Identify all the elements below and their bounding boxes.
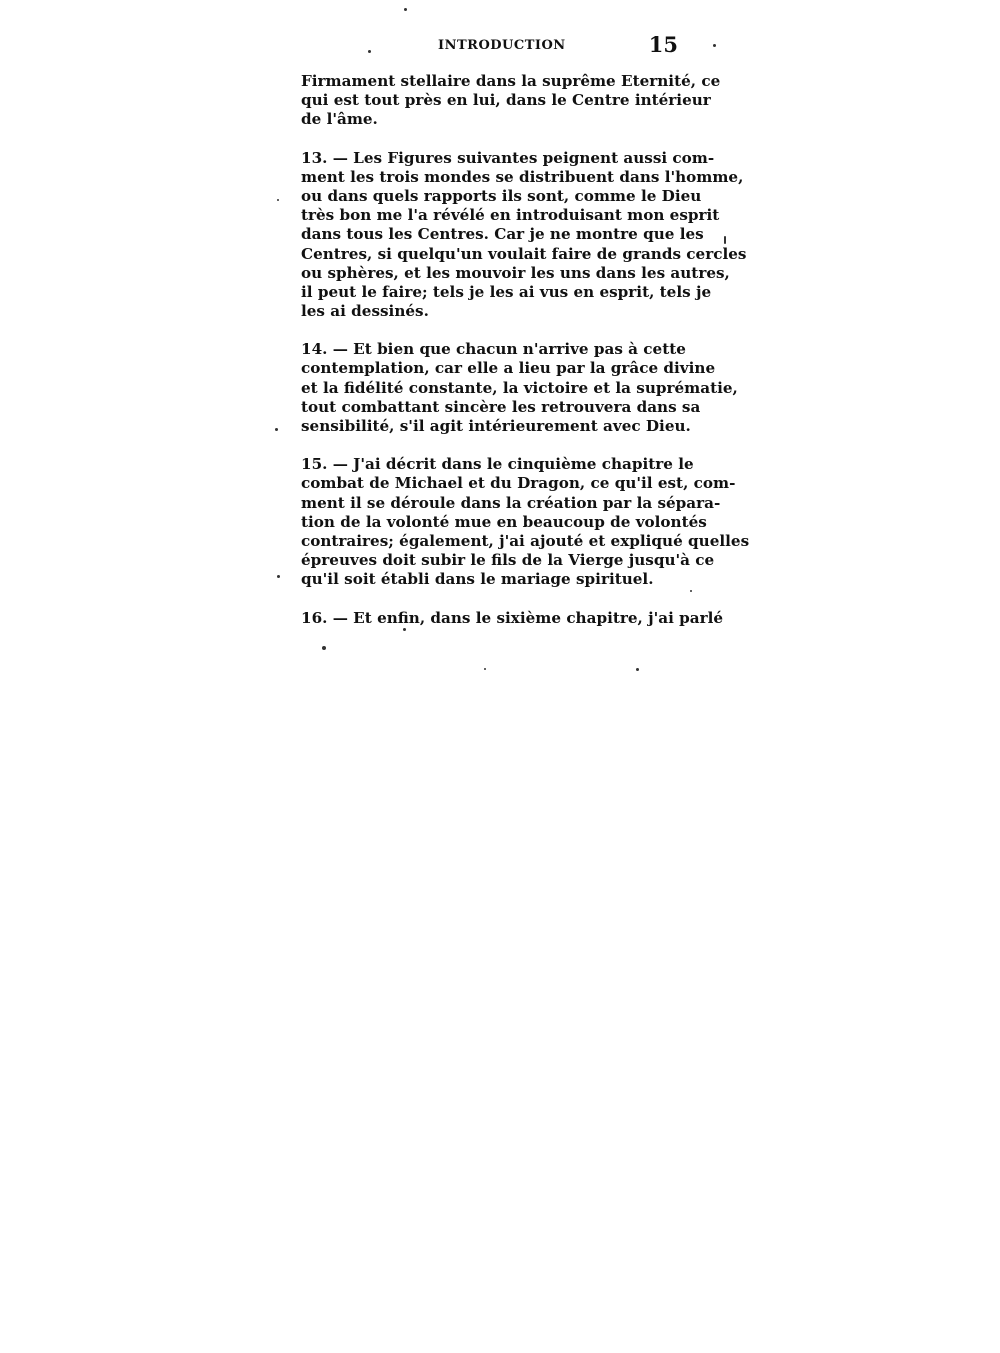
text-line: épreuves doit subir le fils de la Vierge jusqu'à ce: [301, 551, 715, 570]
scan-speck: [277, 575, 280, 578]
paragraph-16: [301, 608, 724, 628]
body-text: [301, 72, 750, 628]
scan-speck: [690, 590, 692, 592]
scan-speck: [275, 428, 278, 431]
scan-speck: [403, 628, 406, 631]
text-line: tout combattant sincère les retrouvera dans sa: [301, 397, 701, 416]
scan-speck: [322, 646, 326, 650]
text-line: dans tous les Centres. Car je ne montre que les: [301, 225, 704, 244]
scan-speck: [713, 44, 716, 47]
scan-speck: [484, 668, 486, 670]
scan-speck: [724, 236, 726, 244]
scan-speck: [277, 199, 279, 201]
text-line: contraires; également, j'ai ajouté et expliqué quelles: [301, 531, 750, 550]
text-line: qu'il soit établi dans le mariage spirituel.: [301, 570, 654, 589]
page-number: 15: [648, 32, 678, 57]
text-line: contemplation, car elle a lieu par la grâce divine: [301, 359, 716, 378]
text-line: Firmament stellaire dans la suprême Eternité, ce: [301, 72, 721, 90]
text-line: qui est tout près en lui, dans le Centre intérieur: [301, 91, 711, 110]
text-line: ou dans quels rapports ils sont, comme le Dieu: [301, 186, 702, 205]
scan-speck: [636, 668, 639, 671]
text-line: il peut le faire; tels je les ai vus en esprit, tels je: [301, 282, 712, 301]
text-line: Centres, si quelqu'un voulait faire de grands cercles: [301, 244, 747, 263]
paragraph-13: [301, 148, 747, 322]
text-line: 16. — Et enfin, dans le sixième chapitre, j'ai parlé: [301, 608, 724, 627]
text-line: 13. — Les Figures suivantes peignent aussi com-: [301, 148, 715, 167]
text-line: combat de Michael et du Dragon, ce qu'il est, com-: [301, 474, 736, 493]
text-line: et la fidélité constante, la victoire et la suprématie,: [301, 378, 738, 397]
text-line: ou sphères, et les mouvoir les uns dans les autres,: [301, 263, 730, 282]
running-title: INTRODUCTION: [438, 38, 566, 53]
scan-speck: [404, 8, 407, 11]
text-line: 15. — J'ai décrit dans le cinquième chapitre le: [301, 455, 694, 474]
text-line: ment il se déroule dans la création par la sépara-: [301, 493, 721, 512]
page-header: [300, 32, 680, 64]
text-line: tion de la volonté mue en beaucoup de volontés: [301, 512, 707, 531]
paragraph-14: [301, 340, 738, 436]
text-line: 14. — Et bien que chacun n'arrive pas à cette: [301, 340, 686, 359]
paragraph-15: [301, 455, 750, 589]
text-line: très bon me l'a révélé en introduisant mon esprit: [301, 206, 720, 225]
text-line: les ai dessinés.: [301, 302, 429, 321]
paragraph-continuation: [301, 72, 721, 130]
scan-speck: [368, 50, 371, 53]
text-line: ment les trois mondes se distribuent dans l'homme,: [301, 167, 744, 186]
text-line: sensibilité, s'il agit intérieurement avec Dieu.: [301, 417, 691, 435]
text-line: de l'âme.: [301, 110, 378, 129]
